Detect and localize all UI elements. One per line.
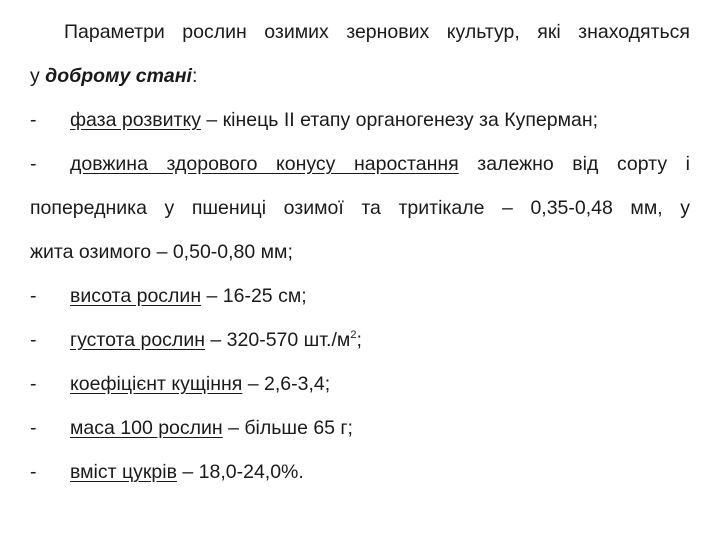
list-item-height xyxy=(30,274,690,318)
list-item-sugar xyxy=(30,450,690,494)
item-term: густота рослин xyxy=(70,329,205,351)
item-term: висота рослин xyxy=(70,285,202,307)
item-term: маса 100 рослин xyxy=(70,417,223,439)
item-text-line-2: попередника у пшениці озимої та тритікале – 0,35-0,48 мм, у xyxy=(30,197,690,219)
list-item-mass xyxy=(30,406,690,450)
item-text-line-3: жита озимого – 0,50-0,80 мм; xyxy=(30,241,293,263)
bullet-dash: - xyxy=(30,285,37,307)
bullet-dash: - xyxy=(30,153,37,175)
item-term: коефіцієнт кущіння xyxy=(70,373,243,395)
item-text: – кінець ІІ етапу органогенезу за Куперман; xyxy=(200,109,599,131)
item-text: – більше 65 г; xyxy=(222,417,353,439)
item-text-line-1: залежно від сорту і xyxy=(458,153,690,175)
item-tail: ; xyxy=(356,329,362,351)
intro-suffix: : xyxy=(191,65,198,87)
bullet-dash: - xyxy=(30,373,37,395)
item-term: фаза розвитку xyxy=(70,109,201,131)
list-item-tillering xyxy=(30,362,690,406)
item-term: довжина здорового конусу наростання xyxy=(70,153,459,175)
item-text: – 18,0-24,0%. xyxy=(176,461,304,483)
bullet-dash: - xyxy=(30,461,37,483)
intro-paragraph xyxy=(30,10,690,98)
intro-prefix: у xyxy=(30,65,40,87)
item-text: – 2,6-3,4; xyxy=(242,373,331,395)
intro-line-1: Параметри рослин озимих зернових культур, які знаходяться xyxy=(64,21,690,43)
item-term: вміст цукрів xyxy=(70,461,177,483)
intro-line-2 xyxy=(30,65,197,87)
item-text: – 16-25 см; xyxy=(201,285,307,307)
list-item-cone-length xyxy=(30,142,690,274)
intro-state: доброму стані xyxy=(45,65,192,87)
list-item-density xyxy=(30,318,690,362)
list-item-phase xyxy=(30,98,690,142)
superscript: 2 xyxy=(350,329,357,341)
item-text: – 320-570 шт./м xyxy=(204,329,351,351)
bullet-dash: - xyxy=(30,329,37,351)
bullet-dash: - xyxy=(30,417,37,439)
bullet-dash: - xyxy=(30,109,37,131)
